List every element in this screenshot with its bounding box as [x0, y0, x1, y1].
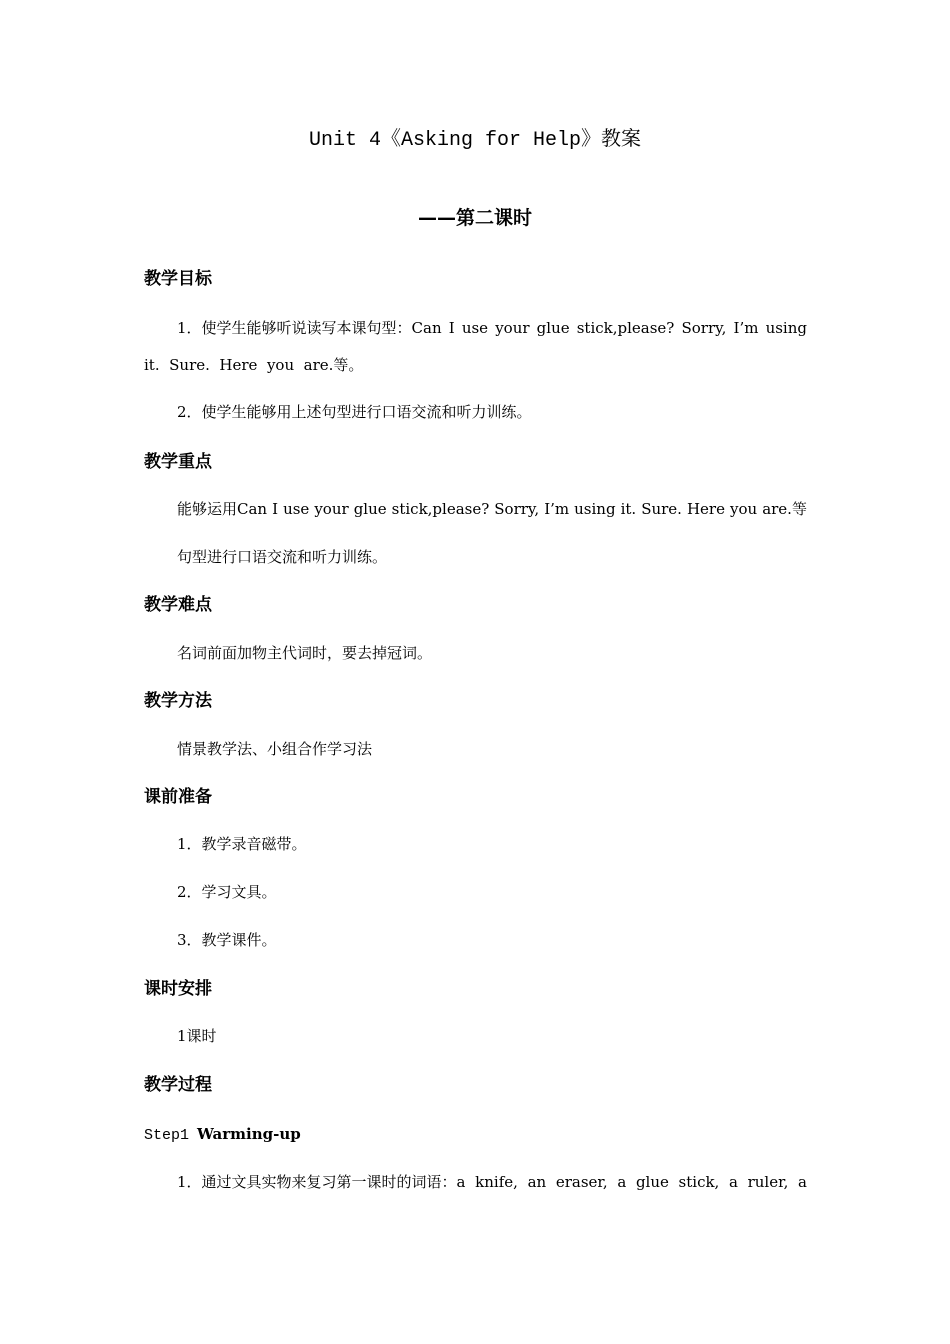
- document-subtitle: ——第二课时: [417, 207, 532, 229]
- step-number: Step1: [144, 1127, 190, 1144]
- word: Here: [686, 500, 725, 518]
- word: I: [272, 500, 279, 518]
- goals-item1-line1: [177, 316, 807, 340]
- word: Sure.: [641, 500, 682, 518]
- word: 1．使学生能够听说读写本课句型：Can: [177, 319, 442, 337]
- word: I’m: [733, 319, 759, 337]
- word: 能够运用Can: [177, 500, 268, 518]
- difficulties-text: 名词前面加物主代词时，要去掉冠词。: [177, 644, 433, 662]
- preparation-item1: 1．教学录音磁带。: [177, 835, 307, 853]
- word: use: [283, 500, 310, 518]
- methods-text: 情景教学法、小组合作学习法: [177, 740, 373, 758]
- word: stick,please?: [391, 500, 490, 518]
- word: a: [617, 1173, 627, 1191]
- word: I’m: [544, 500, 570, 518]
- word: you: [730, 500, 758, 518]
- goals-item1-line2: it. Sure. Here you are.等。: [144, 356, 364, 374]
- word: your: [495, 319, 530, 337]
- word: using: [765, 319, 807, 337]
- word: it.: [620, 500, 637, 518]
- heading-process: 教学过程: [144, 1075, 212, 1095]
- goals-item2: 2．使学生能够用上述句型进行口语交流和听力训练。: [177, 403, 532, 421]
- word: Sorry,: [681, 319, 727, 337]
- word: glue: [536, 319, 570, 337]
- heading-methods: 教学方法: [144, 691, 212, 711]
- heading-key-points: 教学重点: [144, 452, 212, 472]
- process-item1-line1: [177, 1170, 807, 1194]
- key-points-line1: [177, 497, 807, 521]
- word: stick,please?: [576, 319, 675, 337]
- word: are.等: [762, 500, 807, 518]
- document-title: Unit 4《Asking for Help》教案: [308, 129, 642, 152]
- word: glue: [353, 500, 387, 518]
- word: Sorry,: [494, 500, 540, 518]
- heading-teaching-goals: 教学目标: [144, 269, 212, 289]
- word: stick,: [678, 1173, 720, 1191]
- heading-preparation: 课前准备: [144, 787, 212, 807]
- word: I: [448, 319, 455, 337]
- word: a: [728, 1173, 738, 1191]
- word: glue: [635, 1173, 669, 1191]
- word: using: [574, 500, 616, 518]
- schedule-text: 1课时: [177, 1027, 217, 1045]
- preparation-item3: 3．教学课件。: [177, 931, 277, 949]
- word: ruler,: [747, 1173, 789, 1191]
- word: 1．通过文具实物来复习第一课时的词语：a: [177, 1173, 466, 1191]
- word: an: [527, 1173, 547, 1191]
- heading-schedule: 课时安排: [144, 979, 212, 999]
- word: knife,: [475, 1173, 518, 1191]
- key-points-line2: 句型进行口语交流和听力训练。: [177, 548, 388, 566]
- word: use: [461, 319, 489, 337]
- step-name: Warming-up: [197, 1125, 301, 1143]
- preparation-item2: 2．学习文具。: [177, 883, 277, 901]
- word: a: [798, 1173, 807, 1191]
- word: your: [314, 500, 349, 518]
- word: eraser,: [555, 1173, 608, 1191]
- step-heading: [144, 1122, 301, 1148]
- heading-difficulties: 教学难点: [144, 595, 212, 615]
